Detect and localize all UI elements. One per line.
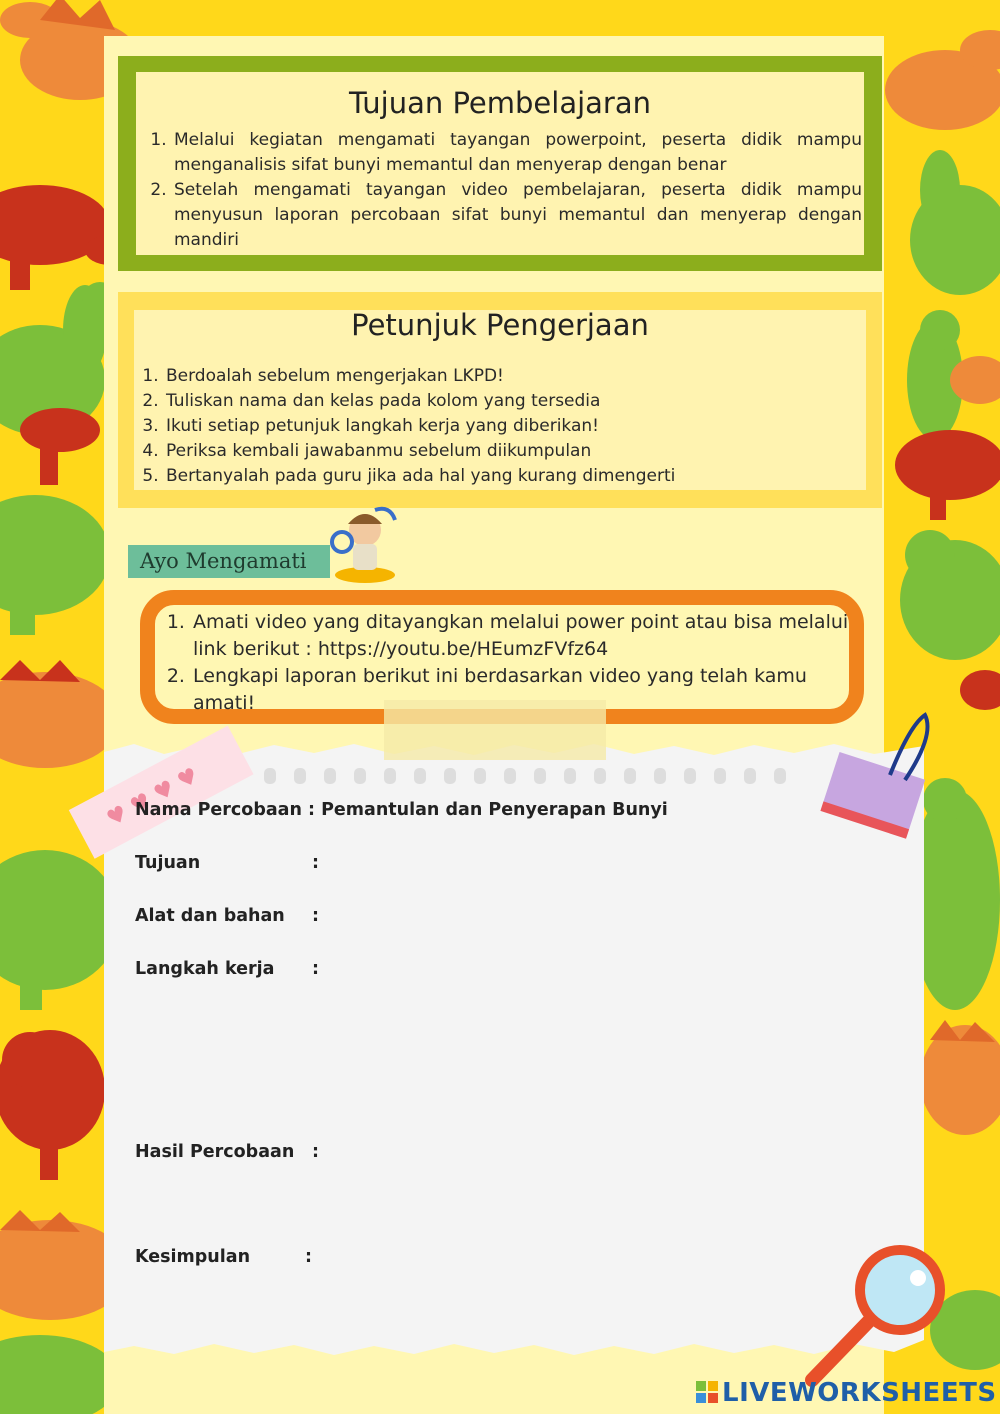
field-colon: : [305,1247,312,1267]
dino-green-bottom-left [0,1335,120,1414]
observe-label: Ayo Mengamati [128,545,330,578]
liveworksheets-mark-icon [696,1381,718,1403]
dino-orange-top-right [885,30,1000,130]
dino-red-left-3 [0,1030,105,1180]
field-label: Langkah kerja [135,959,275,979]
field-langkah-kerja[interactable] [135,959,319,979]
instruction-item: 4. Periksa kembali jawabanmu sebelum diikumpulan [164,439,864,464]
liveworksheets-text: LIVEWORKSHEETS [722,1378,997,1408]
binder-clip-purple [820,705,930,845]
svg-text:♥ ♥ ♥ ♥: ♥ ♥ ♥ ♥ [102,763,203,833]
dino-red-right-2 [960,670,1000,710]
field-hasil-percobaan[interactable] [135,1142,319,1162]
dino-red-right [895,430,1000,520]
field-label: Tujuan [135,853,201,873]
field-colon: : [312,853,319,873]
field-alat-bahan[interactable] [135,906,319,926]
objectives-title: Tujuan Pembelajaran [348,86,652,120]
tape-top [384,700,606,760]
objectives-list [146,128,862,253]
instructions-inner [134,310,866,490]
field-label: Kesimpulan [135,1247,251,1267]
pink-heart-tape [60,715,260,865]
instruction-item: 5. Bertanyalah pada guru jika ada hal yang kurang dimengerti [164,464,864,489]
observe-item: 2. Lengkapi laporan berikut ini berdasarkan video yang telah kamu amati! [191,663,871,717]
instruction-item: 3. Ikuti setiap petunjuk langkah kerja yang diberikan! [164,414,864,439]
dino-red-left-2 [20,408,100,485]
dino-orange-right-2 [920,1020,1000,1135]
objective-item: 2. Setelah mengamati tayangan video pembelajaran, peserta didik mampu menyusun laporan percobaan sifat bunyi memantul dan menyerap dengan mandiri [172,178,862,253]
explorer-kid-illustration [320,500,410,590]
field-label: Hasil Percobaan [135,1142,295,1162]
instruction-item: 2. Tuliskan nama dan kelas pada kolom yang tersedia [164,389,864,414]
field-colon: : [312,959,319,979]
objectives-inner [136,72,864,255]
observe-item: 1. Amati video yang ditayangkan melalui power point atau bisa melalui link berikut : https://youtu.be/HEumzFVfz64 [191,609,871,663]
field-kesimpulan[interactable] [135,1247,312,1267]
dino-green-left-2 [0,495,110,635]
dino-green-right-3 [900,530,1000,660]
field-tujuan[interactable] [135,853,319,873]
objective-item: 1. Melalui kegiatan mengamati tayangan powerpoint, peserta didik mampu menganalisis sifat bunyi memantul dan menyerap dengan benar [172,128,862,178]
field-colon: : [312,906,319,926]
magnifier-icon [800,1240,950,1390]
instructions-title: Petunjuk Pengerjaan [351,308,649,342]
liveworksheets-logo [696,1378,997,1408]
objectives-box [118,56,882,271]
dino-green-right [910,150,1000,295]
experiment-name: Nama Percobaan : Pemantulan dan Penyerapan Bunyi [135,800,668,820]
field-label: Alat dan bahan [135,906,285,926]
field-colon: : [312,1142,319,1162]
instruction-item: 1. Berdoalah sebelum mengerjakan LKPD! [164,364,864,389]
dino-green-left-3 [0,850,120,1010]
instructions-list [138,364,864,489]
instructions-box [118,292,882,508]
